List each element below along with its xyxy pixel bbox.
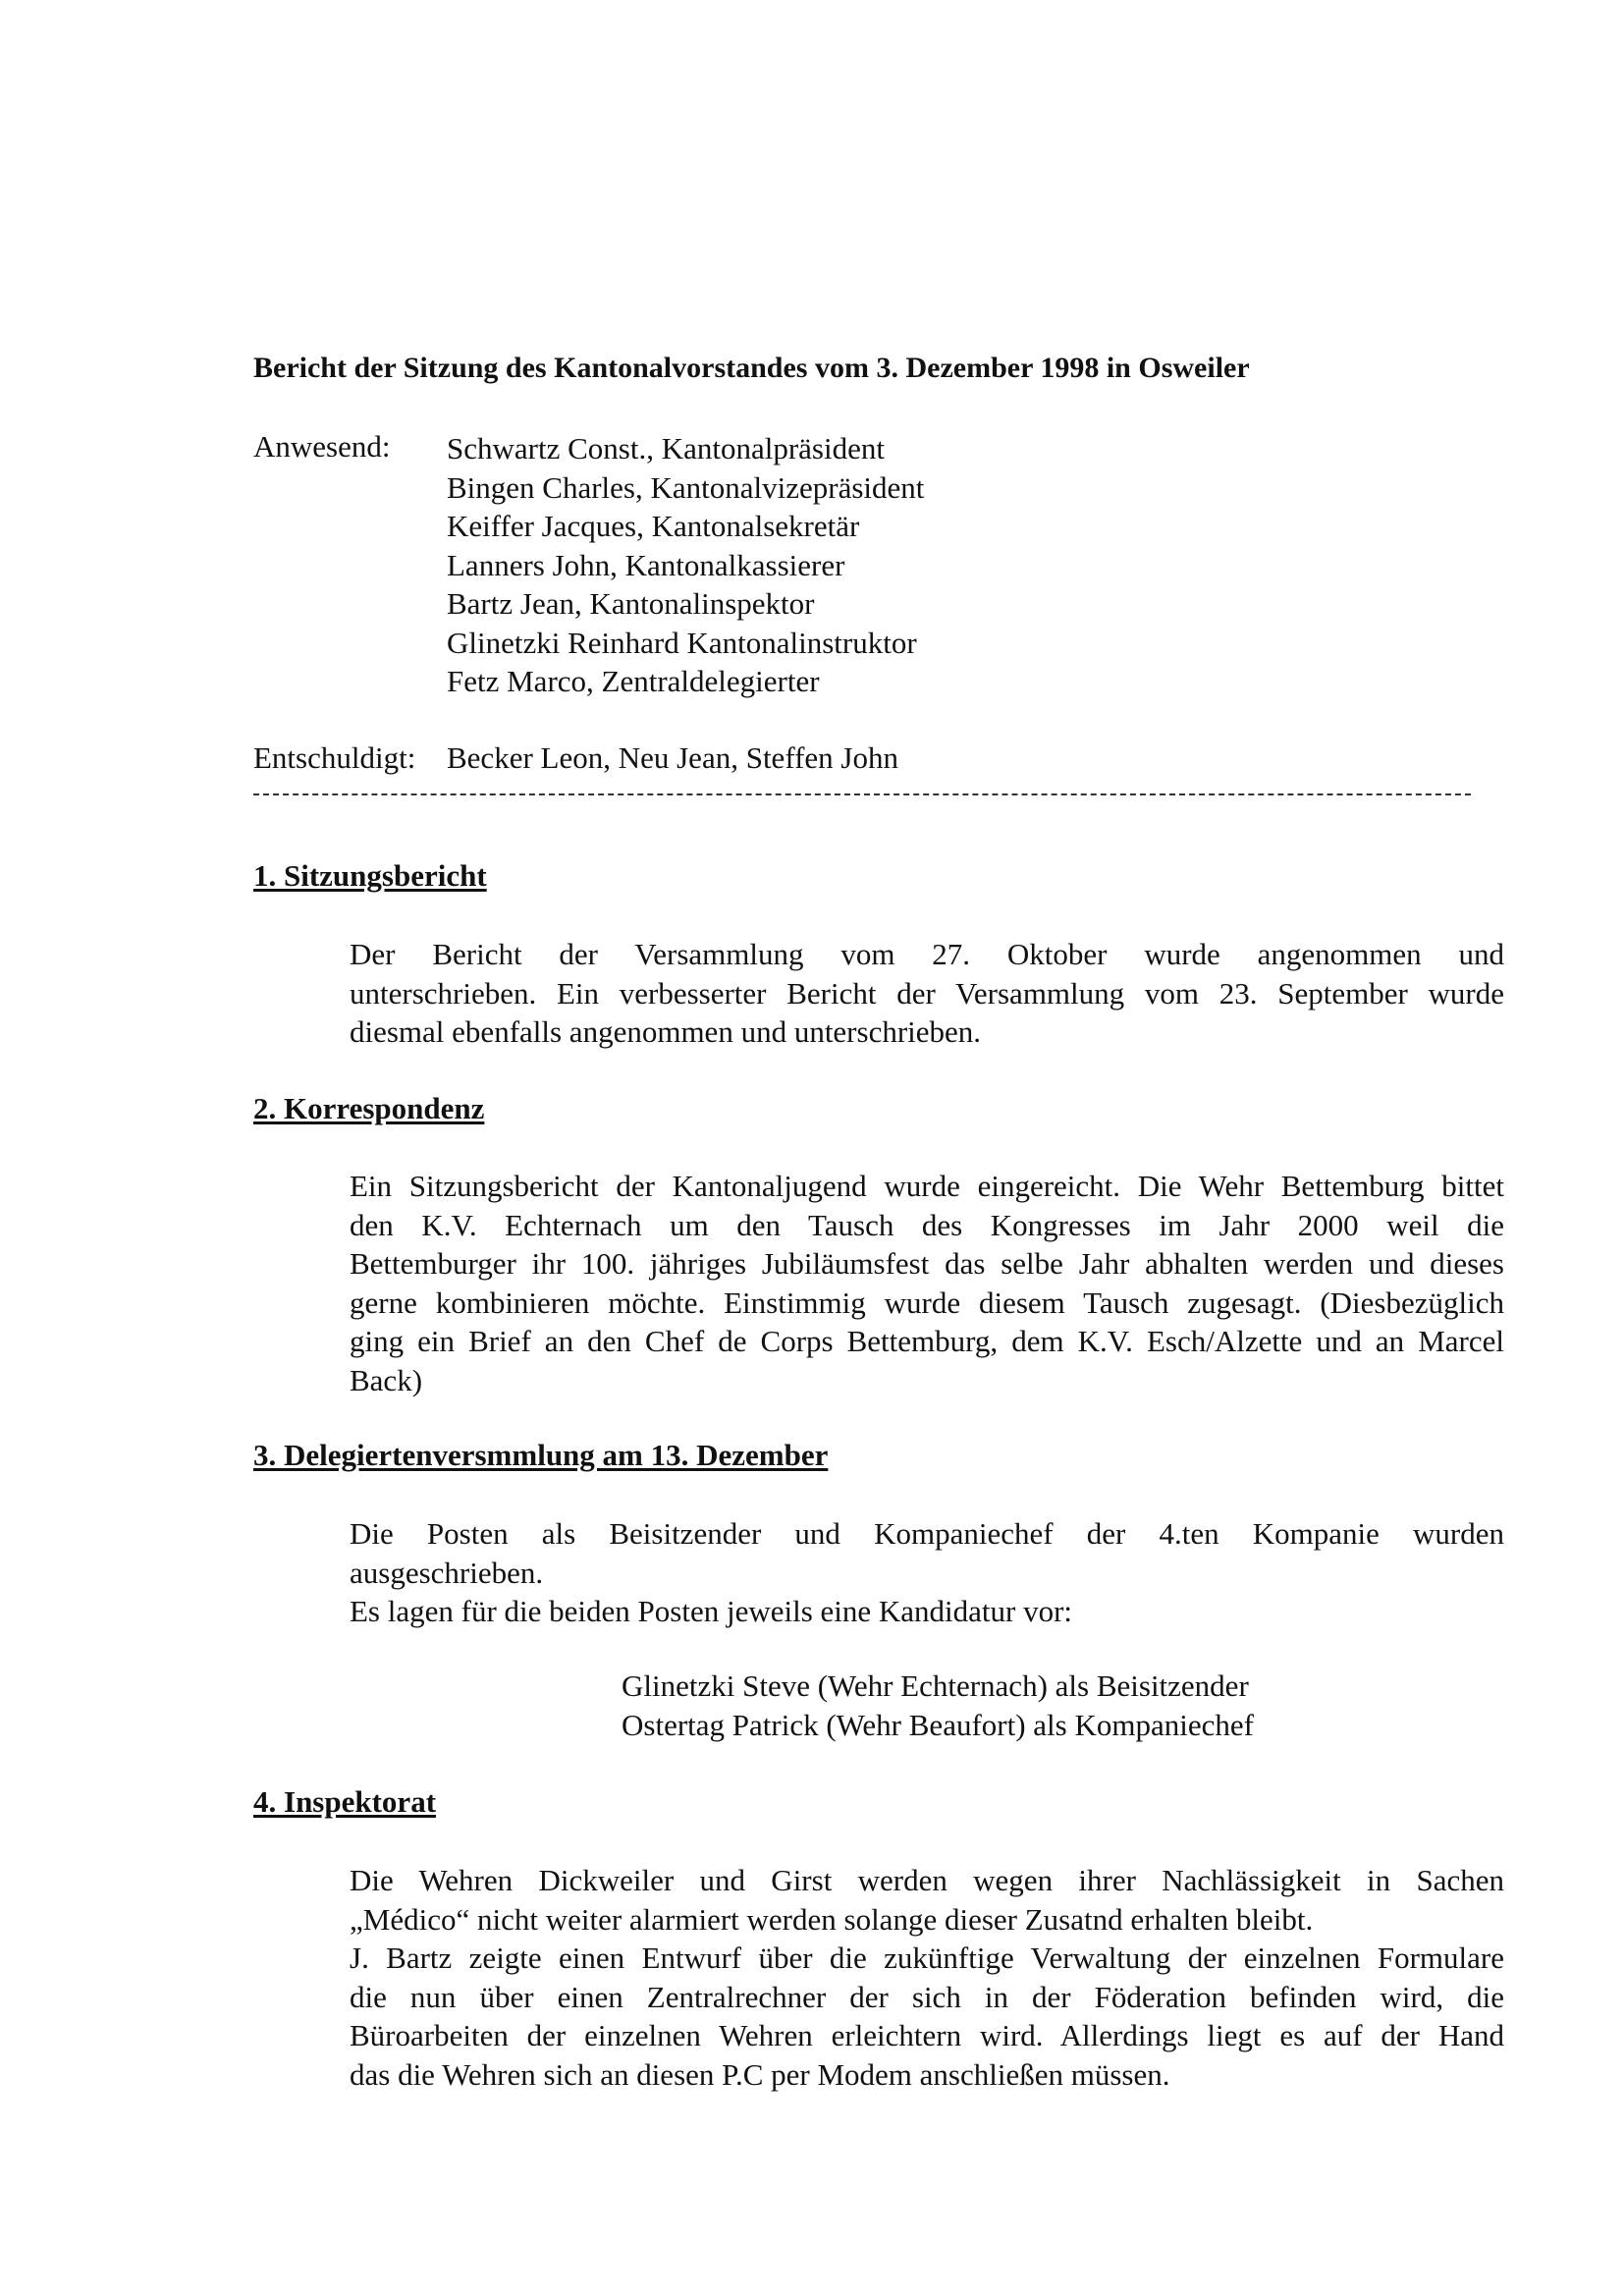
candidate-item: Glinetzki Steve (Wehr Echternach) als Beisitzender xyxy=(622,1668,1249,1703)
present-member: Fetz Marco, Zentraldelegierter xyxy=(447,664,820,698)
section-heading-inspektorat: 4. Inspektorat xyxy=(253,1784,437,1819)
present-member: Bingen Charles, Kantonalvizepräsident xyxy=(447,469,925,505)
present-member: Bartz Jean, Kantonalinspektor xyxy=(447,586,815,621)
paragraph-line: Die Wehren Dickweiler und Girst werden wegen ihrer Nachlässigkeit in Sachen xyxy=(350,1863,1504,1897)
excused-label: Entschuldigt: xyxy=(253,740,416,775)
paragraph-line: J. Bartz zeigte einen Entwurf über die zukünftige Verwaltung der einzelnen Formulare xyxy=(350,1941,1504,1975)
paragraph-line: Bettemburger ihr 100. jähriges Jubiläumsfest das selbe Jahr abhalten werden und dieses xyxy=(350,1246,1504,1281)
candidate-list xyxy=(622,1667,1254,1744)
paragraph-line: Büroarbeiten der einzelnen Wehren erleichtern wird. Allerdings liegt es auf der Hand xyxy=(350,2018,1504,2052)
paragraph-line: den K.V. Echternach um den Tausch des Kongresses im Jahr 2000 weil die xyxy=(350,1207,1504,1242)
paragraph-line: das die Wehren sich an diesen P.C per Modem anschließen müssen. xyxy=(350,2056,1170,2092)
paragraph-line: Back) xyxy=(350,1362,423,1397)
paragraph-line: unterschrieben. Ein verbesserter Bericht der Versammlung vom 23. September wurde xyxy=(350,975,1504,1011)
paragraph-line: Ein Sitzungsbericht der Kantonaljugend wurde eingereicht. Die Wehr Bettemburg bittet xyxy=(350,1169,1504,1203)
excused-list: Becker Leon, Neu Jean, Steffen John xyxy=(447,740,898,775)
paragraph-line: diesmal ebenfalls angenommen und unterschrieben. xyxy=(350,1014,982,1049)
paragraph-line: gerne kombinieren möchte. Einstimmig wurde diesem Tausch zugesagt. (Diesbezüglich xyxy=(350,1285,1504,1320)
paragraph-line: „Médico“ nicht weiter alarmiert werden solange dieser Zusatnd erhalten bleibt. xyxy=(350,1901,1314,1937)
paragraph-line: Es lagen für die beiden Posten jeweils eine Kandidatur vor: xyxy=(350,1594,1073,1628)
paragraph-line: Der Bericht der Versammlung vom 27. Oktober wurde angenommen und xyxy=(350,937,1504,971)
present-member: Schwartz Const., Kantonalpräsident xyxy=(447,431,885,465)
present-member: Glinetzki Reinhard Kantonalinstruktor xyxy=(447,625,917,660)
present-member: Keiffer Jacques, Kantonalsekretär xyxy=(447,509,860,543)
section-heading-delegiertenversammlung: 3. Delegiertenversmmlung am 13. Dezember xyxy=(253,1438,829,1472)
separator-line xyxy=(253,793,1471,795)
paragraph-line: ging ein Brief an den Chef de Corps Bettemburg, dem K.V. Esch/Alzette und an Marcel xyxy=(350,1324,1504,1358)
document-title: Bericht der Sitzung des Kantonalvorstandes vom 3. Dezember 1998 in Osweiler xyxy=(253,352,1250,384)
paragraph-line: die nun über einen Zentralrechner der sich in der Föderation befinden wird, die xyxy=(350,1979,1504,2014)
present-list xyxy=(447,429,924,701)
candidate-item: Ostertag Patrick (Wehr Beaufort) als Kompaniechef xyxy=(622,1707,1254,1742)
present-label: Anwesend: xyxy=(253,429,391,464)
section-body-sitzungsbericht xyxy=(350,935,1504,1052)
section-body-inspektorat xyxy=(350,1861,1504,2094)
section-body-delegiertenversammlung xyxy=(350,1514,1504,1631)
paragraph-line: ausgeschrieben. xyxy=(350,1555,544,1590)
section-heading-sitzungsbericht: 1. Sitzungsbericht xyxy=(253,858,487,893)
present-member: Lanners John, Kantonalkassierer xyxy=(447,547,845,582)
section-heading-korrespondenz: 2. Korrespondenz xyxy=(253,1091,485,1125)
paragraph-line: Die Posten als Beisitzender und Kompaniechef der 4.ten Kompanie wurden xyxy=(350,1516,1504,1551)
section-body-korrespondenz xyxy=(350,1167,1504,1399)
